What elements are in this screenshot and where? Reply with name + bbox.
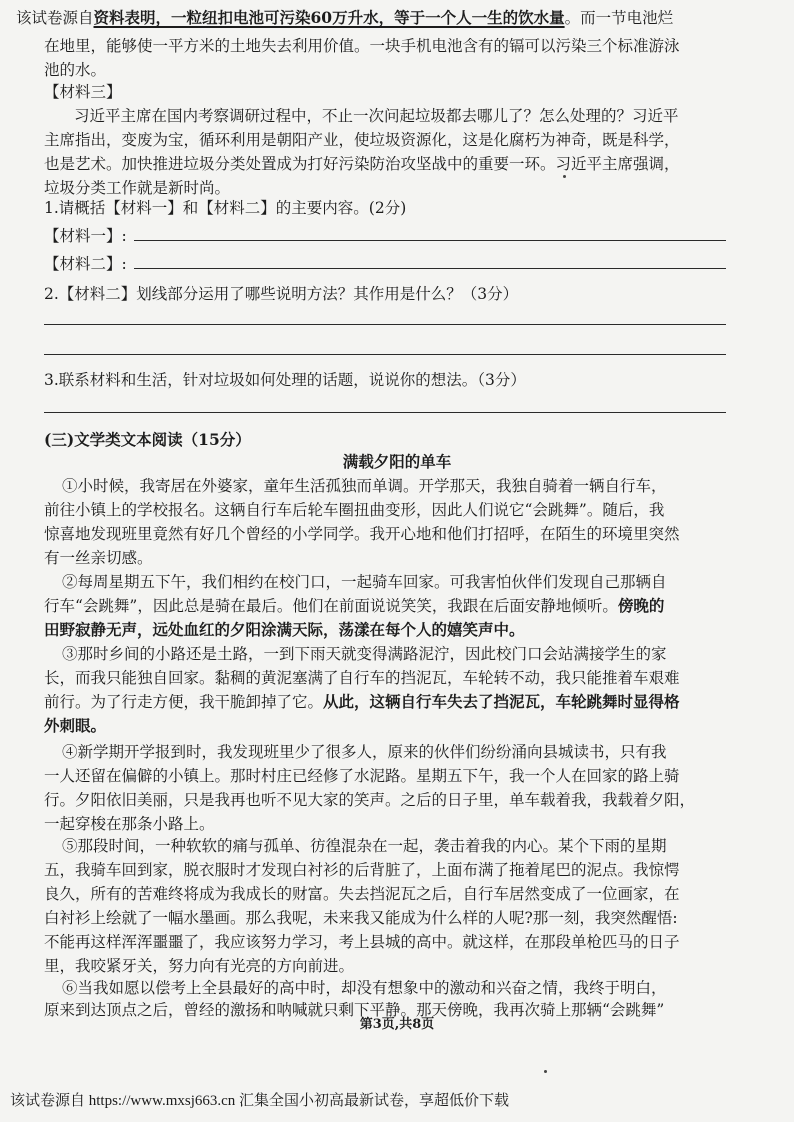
story-line: ⑥当我如愿以偿考上全县最好的高中时，却没有想象中的激动和兴奋之情，我终于明白， xyxy=(62,979,667,997)
page-number: 第3页,共8页 xyxy=(359,1017,435,1032)
story-line: ②每周星期五下午，我们相约在校门口，一起骑车回家。可我害怕伙伴们发现自己那辆自 xyxy=(62,573,667,591)
answer-label-material-1: 【材料一】: xyxy=(44,227,127,245)
answer-line[interactable] xyxy=(44,412,726,413)
text-line: 主席指出，变废为宝，循环利用是朝阳产业，使垃圾资源化，这是化腐朽为神奇，既是科学， xyxy=(44,131,680,149)
question-1: 1.请概括【材料一】和【材料二】的主要内容。(2分) xyxy=(44,199,407,217)
header-line-tail: 。而一节电池烂 xyxy=(564,9,674,27)
material-3-heading: 【材料三】 xyxy=(44,83,122,101)
text-line: 池的水。 xyxy=(44,61,107,79)
question-3: 3.联系材料和生活，针对垃圾如何处理的话题，说说你的想法。（3分） xyxy=(44,371,526,389)
story-line: 五，我骑车回到家，脱衣服时才发现白衬衫的后背脏了，上面布满了拖着尾巴的泥点。我惊愕 xyxy=(44,861,680,879)
header-source-prefix: 该试卷源自 xyxy=(16,9,94,27)
story-line: 行。夕阳依旧美丽，只是我再也听不见大家的笑声。之后的日子里，单车载着我，我载着夕阳， xyxy=(44,791,696,809)
answer-line[interactable] xyxy=(44,324,726,325)
story-line: 惊喜地发现班里竟然有好几个曾经的小学同学。我开心地和他们打招呼，在陌生的环境里突然 xyxy=(44,525,680,543)
story-line: ④新学期开学报到时，我发现班里少了很多人，原来的伙伴们纷纷涌向县城读书，只有我 xyxy=(62,743,667,761)
underlined-sentence: 资料表明，一粒纽扣电池可污染60万升水，等于一个人一生的饮水量 xyxy=(93,8,565,27)
story-text: 前行。为了行走方便，我干脆卸掉了它。 xyxy=(44,693,324,711)
story-text: 行车“会跳舞”，因此总是骑在最后。他们在前面说说笑笑，我跟在后面安静地倾听。 xyxy=(44,597,618,615)
answer-label-material-2: 【材料二】: xyxy=(44,255,127,273)
text-line: 垃圾分类工作就是新时尚。 xyxy=(44,179,231,197)
story-line: 原来到达顶点之后，曾经的激扬和呐喊就只剩下平静。那天傍晚，我再次骑上那辆“会跳舞” xyxy=(44,1001,665,1019)
story-line: 不能再这样浑浑噩噩了，我应该努力学习，考上县城的高中。就这样，在那段单枪匹马的日子 xyxy=(44,933,680,951)
story-line: 有一丝亲切感。 xyxy=(44,549,153,567)
story-line xyxy=(44,690,750,714)
story-line: 良久，所有的苦难终将成为我成长的财富。失去挡泥瓦之后，自行车居然变成了一位画家，在 xyxy=(44,885,680,903)
story-bold-text: 傍晚的 xyxy=(617,596,665,615)
story-title: 满载夕阳的单车 xyxy=(342,452,452,471)
scan-speck xyxy=(563,175,566,178)
story-bold-line: 外刺眼。 xyxy=(44,716,107,735)
answer-line[interactable] xyxy=(44,354,726,355)
scan-speck xyxy=(544,1070,547,1073)
story-line xyxy=(44,594,750,618)
text-line: 习近平主席在国内考察调研过程中，不止一次问起垃圾都去哪儿了？怎么处理的？习近平 xyxy=(74,107,679,125)
text-line: 在地里，能够使一平方米的土地失去利用价值。一块手机电池含有的镉可以污染三个标准游泳 xyxy=(44,37,680,55)
story-line: 里，我咬紧牙关，努力向有光亮的方向前进。 xyxy=(44,957,355,975)
text-line: 也是艺术。加快推进垃圾分类处置成为打好污染防治攻坚战中的重要一环。习近平主席强调， xyxy=(44,155,680,173)
story-line: 一人还留在偏僻的小镇上。那时村庄已经修了水泥路。星期五下午，我一个人在回家的路上骑 xyxy=(44,767,680,785)
story-line: ①小时候，我寄居在外婆家，童年生活孤独而单调。开学那天，我独自骑着一辆自行车， xyxy=(62,477,667,495)
story-line: 一起穿梭在那条小路上。 xyxy=(44,815,215,833)
source-footer: 该试卷源自 https://www.mxsj663.cn 汇集全国小初高最新试卷，享超低价下载 xyxy=(10,1093,510,1109)
question-2: 2.【材料二】划线部分运用了哪些说明方法？其作用是什么？（3分） xyxy=(44,285,519,303)
story-line: 长，而我只能独自回家。黏稠的黄泥塞满了自行车的挡泥瓦，车轮转不动，我只能推着车艰难 xyxy=(44,669,680,687)
answer-line[interactable] xyxy=(134,240,726,241)
story-line: ⑤那段时间，一种软软的痛与孤单、彷徨混杂在一起，袭击着我的内心。某个下雨的星期 xyxy=(62,837,667,855)
story-line: 白衬衫上绘就了一幅水墨画。那么我呢，未来我又能成为什么样的人呢?那一刻，我突然醒悟: xyxy=(44,909,678,927)
story-line: 前往小镇上的学校报名。这辆自行车后轮车圈扭曲变形，因此人们说它“会跳舞”。随后，我 xyxy=(44,501,665,519)
story-bold-text: 从此，这辆自行车失去了挡泥瓦，车轮跳舞时显得格 xyxy=(323,692,680,711)
header-line xyxy=(16,6,756,30)
section-3-heading: (三)文学类文本阅读（15分） xyxy=(44,430,251,449)
story-line: ③那时乡间的小路还是土路，一到下雨天就变得满路泥泞，因此校门口会站满接学生的家 xyxy=(62,645,667,663)
story-bold-line: 田野寂静无声，远处血红的夕阳涂满天际，荡漾在每个人的嬉笑声中。 xyxy=(44,620,525,639)
answer-line[interactable] xyxy=(134,268,726,269)
